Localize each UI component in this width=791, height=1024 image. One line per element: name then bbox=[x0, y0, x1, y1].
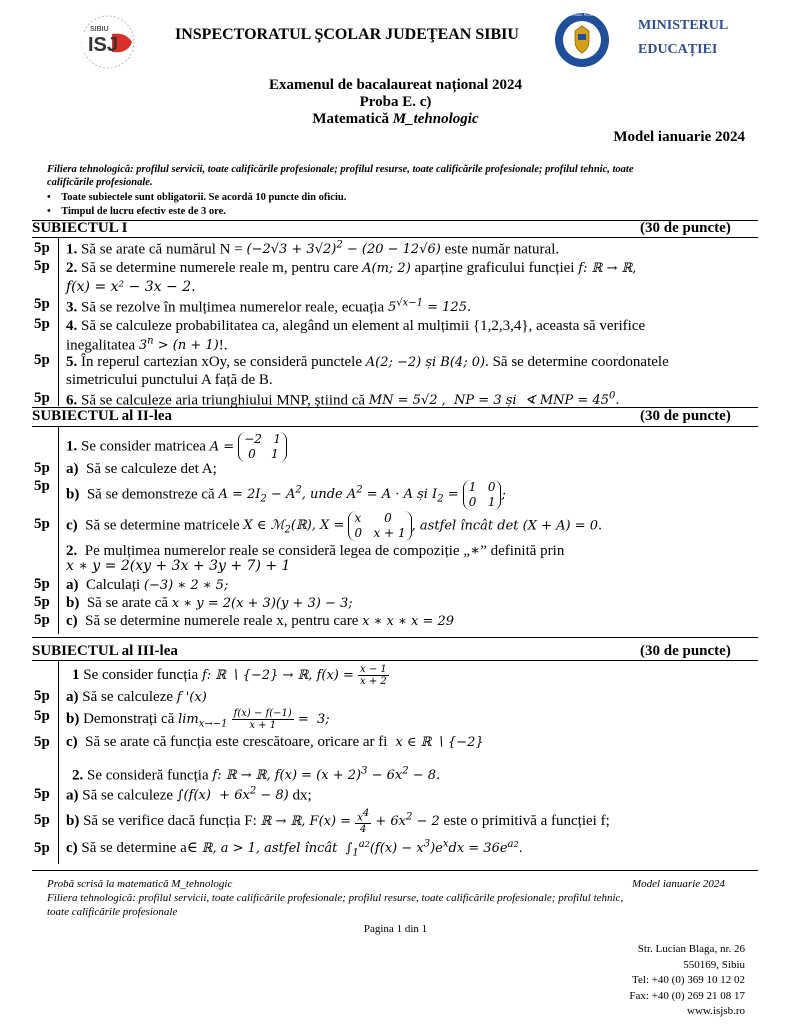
footer-page: Pagina 1 din 1 bbox=[363, 923, 428, 935]
s1-q4: 4. Să se calculeze probabilitatea ca, alegând un element al mulțimii {1,2,3,4}, aceasta să verifice bbox=[66, 318, 646, 334]
s3-title: SUBIECTUL al III-lea bbox=[32, 643, 178, 659]
s3-b: b) Demonstrați că $\lim_{x\to-1}$ $\frac{f(x) - f(-1)}{x + 1}$ = 3; bbox=[66, 708, 330, 731]
s2-q2b: b) Să se arate că x ∗ y = 2(x + 3)(y + 3) − 3; bbox=[66, 595, 353, 611]
footer-filiera: Filiera tehnologică: profilul servicii, toate calificările profesionale; profilul resurse, toate calificările profesionale; profilul tehnic, bbox=[47, 892, 624, 904]
s1-q6-points: 5p bbox=[34, 390, 50, 406]
ministry-line1: MINISTERUL bbox=[638, 18, 729, 33]
footer-address bbox=[629, 942, 745, 1020]
s1-q1: 1. Să se arate că numărul $N = (-2√3 + 3√2)^2 - (20 - 12√6)$ este număr natural. bbox=[66, 240, 560, 258]
s2-q2c: c) Să se determine numerele reale x, pentru care x ∗ x ∗ x = 29 bbox=[66, 613, 455, 629]
s3-q2b: b) Să se verifice dacă funcția F: ℝ → ℝ, F(x) = $\frac{x4}{4}$ + $6x^2 - 2$ este o primitivă a funcției f; bbox=[66, 808, 610, 836]
isj-logo bbox=[68, 12, 148, 72]
intro-filiera: Filiera tehnologică: profilul servicii, toate calificările profesionale; profilul resurse, toate calificările profesionale; profilul tehnic, toate bbox=[47, 164, 634, 175]
s3-q2c-points: 5p bbox=[34, 840, 50, 856]
s2-a-points: 5p bbox=[34, 460, 50, 476]
s1-q6: 6. Să se calculeze aria triunghiului MNP, știind că MN = 5√2 , NP = 3 și ∢ MNP = $45^0$. bbox=[66, 391, 620, 409]
s1-q5: 5. În reperul cartezian xOy, se consideră punctele A(2; −2) și B(4; 0). Să se determine coordonatele bbox=[66, 354, 669, 370]
footer-filiera-cont: toate calificările profesionale bbox=[47, 906, 178, 918]
s3-b-points: 5p bbox=[34, 708, 50, 724]
address-city: 550169, Sibiu bbox=[683, 958, 745, 971]
s1-q5-line2: simetricului punctului A față de B. bbox=[66, 372, 273, 388]
s1-q3-points: 5p bbox=[34, 296, 50, 312]
intro-bullet2: • Timpul de lucru efectiv este de 3 ore. bbox=[47, 206, 226, 217]
s1-q2-points: 5p bbox=[34, 258, 50, 274]
s2-b-points: 5p bbox=[34, 478, 50, 494]
intro-filiera-cont: calificările profesionale. bbox=[47, 177, 153, 188]
s1-points: (30 de puncte) bbox=[640, 220, 731, 236]
footer-right: Model ianuarie 2024 bbox=[632, 878, 725, 890]
s3-q2a: a) Să se calculeze $\int(f(x) + 6x^2 - 8)$ dx; bbox=[66, 786, 312, 804]
s1-q3: 3. Să se rezolve în mulțimea numerelor reale, ecuația $5^{√x-1} = 125$. bbox=[66, 298, 472, 316]
exam-title: Examenul de bacalaureat național 2024 bbox=[268, 77, 523, 93]
s1-title: SUBIECTUL I bbox=[32, 220, 128, 236]
s3-q2b-points: 5p bbox=[34, 812, 50, 828]
s2-b: b) Să se demonstreze că $A = 2I_2 - A^2$, unde $A^2 = A \cdot A$ și $I_2 = 1$ 0 0 1 ; bbox=[66, 480, 506, 509]
s3-q2a-points: 5p bbox=[34, 786, 50, 802]
s3-c: c) Să se arate că funcția este crescătoare, oricare ar fi x ∈ ℝ ∖ {−2} bbox=[66, 734, 484, 750]
s3-points: (30 de puncte) bbox=[640, 643, 731, 659]
isj-logo-letters: ISJ bbox=[88, 34, 119, 56]
exam-subject: Matematică M_tehnologic bbox=[312, 111, 479, 127]
exam-proba: Proba E. c) bbox=[359, 94, 432, 110]
s3-q1: 1 Se consider funcția f: ℝ ∖ {−2} → ℝ, f(x) = $\frac{x - 1}{x + 2}$ bbox=[72, 664, 387, 687]
s2-title: SUBIECTUL al II-lea bbox=[32, 408, 173, 424]
government-seal-text: GUVERNUL ROMÂNIEI bbox=[560, 12, 604, 17]
footer-left: Probă scrisă la matematică M_tehnologic bbox=[47, 878, 233, 890]
s2-q2-law: x ∗ y = 2(xy + 3x + 3y + 7) + 1 bbox=[66, 558, 291, 574]
address-tel: Tel: +40 (0) 369 10 12 02 bbox=[632, 974, 745, 986]
address-street: Str. Lucian Blaga, nr. 26 bbox=[637, 943, 745, 955]
s1-q2: 2. Să se determine numerele reale m, pentru care A(m; 2) aparține graficului funcției f: ℝ → ℝ, bbox=[66, 260, 637, 276]
intro-bullet1: • Toate subiectele sunt obligatorii. Se acordă 10 puncte din oficiu. bbox=[47, 192, 347, 203]
address-fax: Fax: +40 (0) 269 21 08 17 bbox=[629, 989, 745, 1002]
s1-q4-points: 5p bbox=[34, 316, 50, 332]
s2-q2: 2. Pe mulțimea numerelor reale se consideră legea de compoziție „∗” definită prin bbox=[66, 543, 565, 559]
s3-a-points: 5p bbox=[34, 688, 50, 704]
s2-points: (30 de puncte) bbox=[640, 408, 731, 424]
s1-q5-points: 5p bbox=[34, 352, 50, 368]
s2-c: c) Să se determine matricele X ∈ ℳ$_2$(ℝ), X = x 0 0 x + 1 , astfel încât det (X + A) = 0. bbox=[66, 511, 603, 540]
exam-model: Model ianuarie 2024 bbox=[613, 129, 745, 145]
s2-q2a-points: 5p bbox=[34, 576, 50, 592]
ministry-line2: EDUCAȚIEI bbox=[638, 42, 718, 57]
s1-q2-line2: f(x) = x² − 3x − 2. bbox=[66, 279, 196, 295]
isj-logo-city: SIBIU bbox=[90, 26, 109, 33]
s3-q2c: c) Să se determine a∈ ℝ, a > 1, astfel încât $\int_1^{a2}(f(x) - x^3)e^xdx = 36e^{a2}$. bbox=[66, 838, 523, 859]
address-web[interactable]: www.isjsb.ro bbox=[687, 1005, 745, 1017]
s1-q4-line2: inegalitatea $3^n > (n + 1)$!. bbox=[66, 336, 228, 354]
s2-a: a) Să se calculeze det A; bbox=[66, 461, 217, 477]
s2-q2a: a) Calculați (−3) ∗ 2 ∗ 5; bbox=[66, 577, 229, 593]
government-seal bbox=[554, 12, 610, 68]
s2-c-points: 5p bbox=[34, 516, 50, 532]
s3-a: a) Să se calculeze f '(x) bbox=[66, 689, 207, 705]
s3-q2: 2. Se consideră funcția f: ℝ → ℝ, $f(x) = (x + 2)^3 - 6x^2 - 8$. bbox=[72, 766, 441, 784]
s2-q1: 1. Se consider matricea A = −2 1 0 1 bbox=[66, 432, 287, 462]
s2-q2b-points: 5p bbox=[34, 594, 50, 610]
s2-q2c-points: 5p bbox=[34, 612, 50, 628]
s1-q1-points: 5p bbox=[34, 240, 50, 256]
s3-c-points: 5p bbox=[34, 734, 50, 750]
inspectorate-title: INSPECTORATUL ŞCOLAR JUDEŢEAN SIBIU bbox=[175, 26, 519, 43]
